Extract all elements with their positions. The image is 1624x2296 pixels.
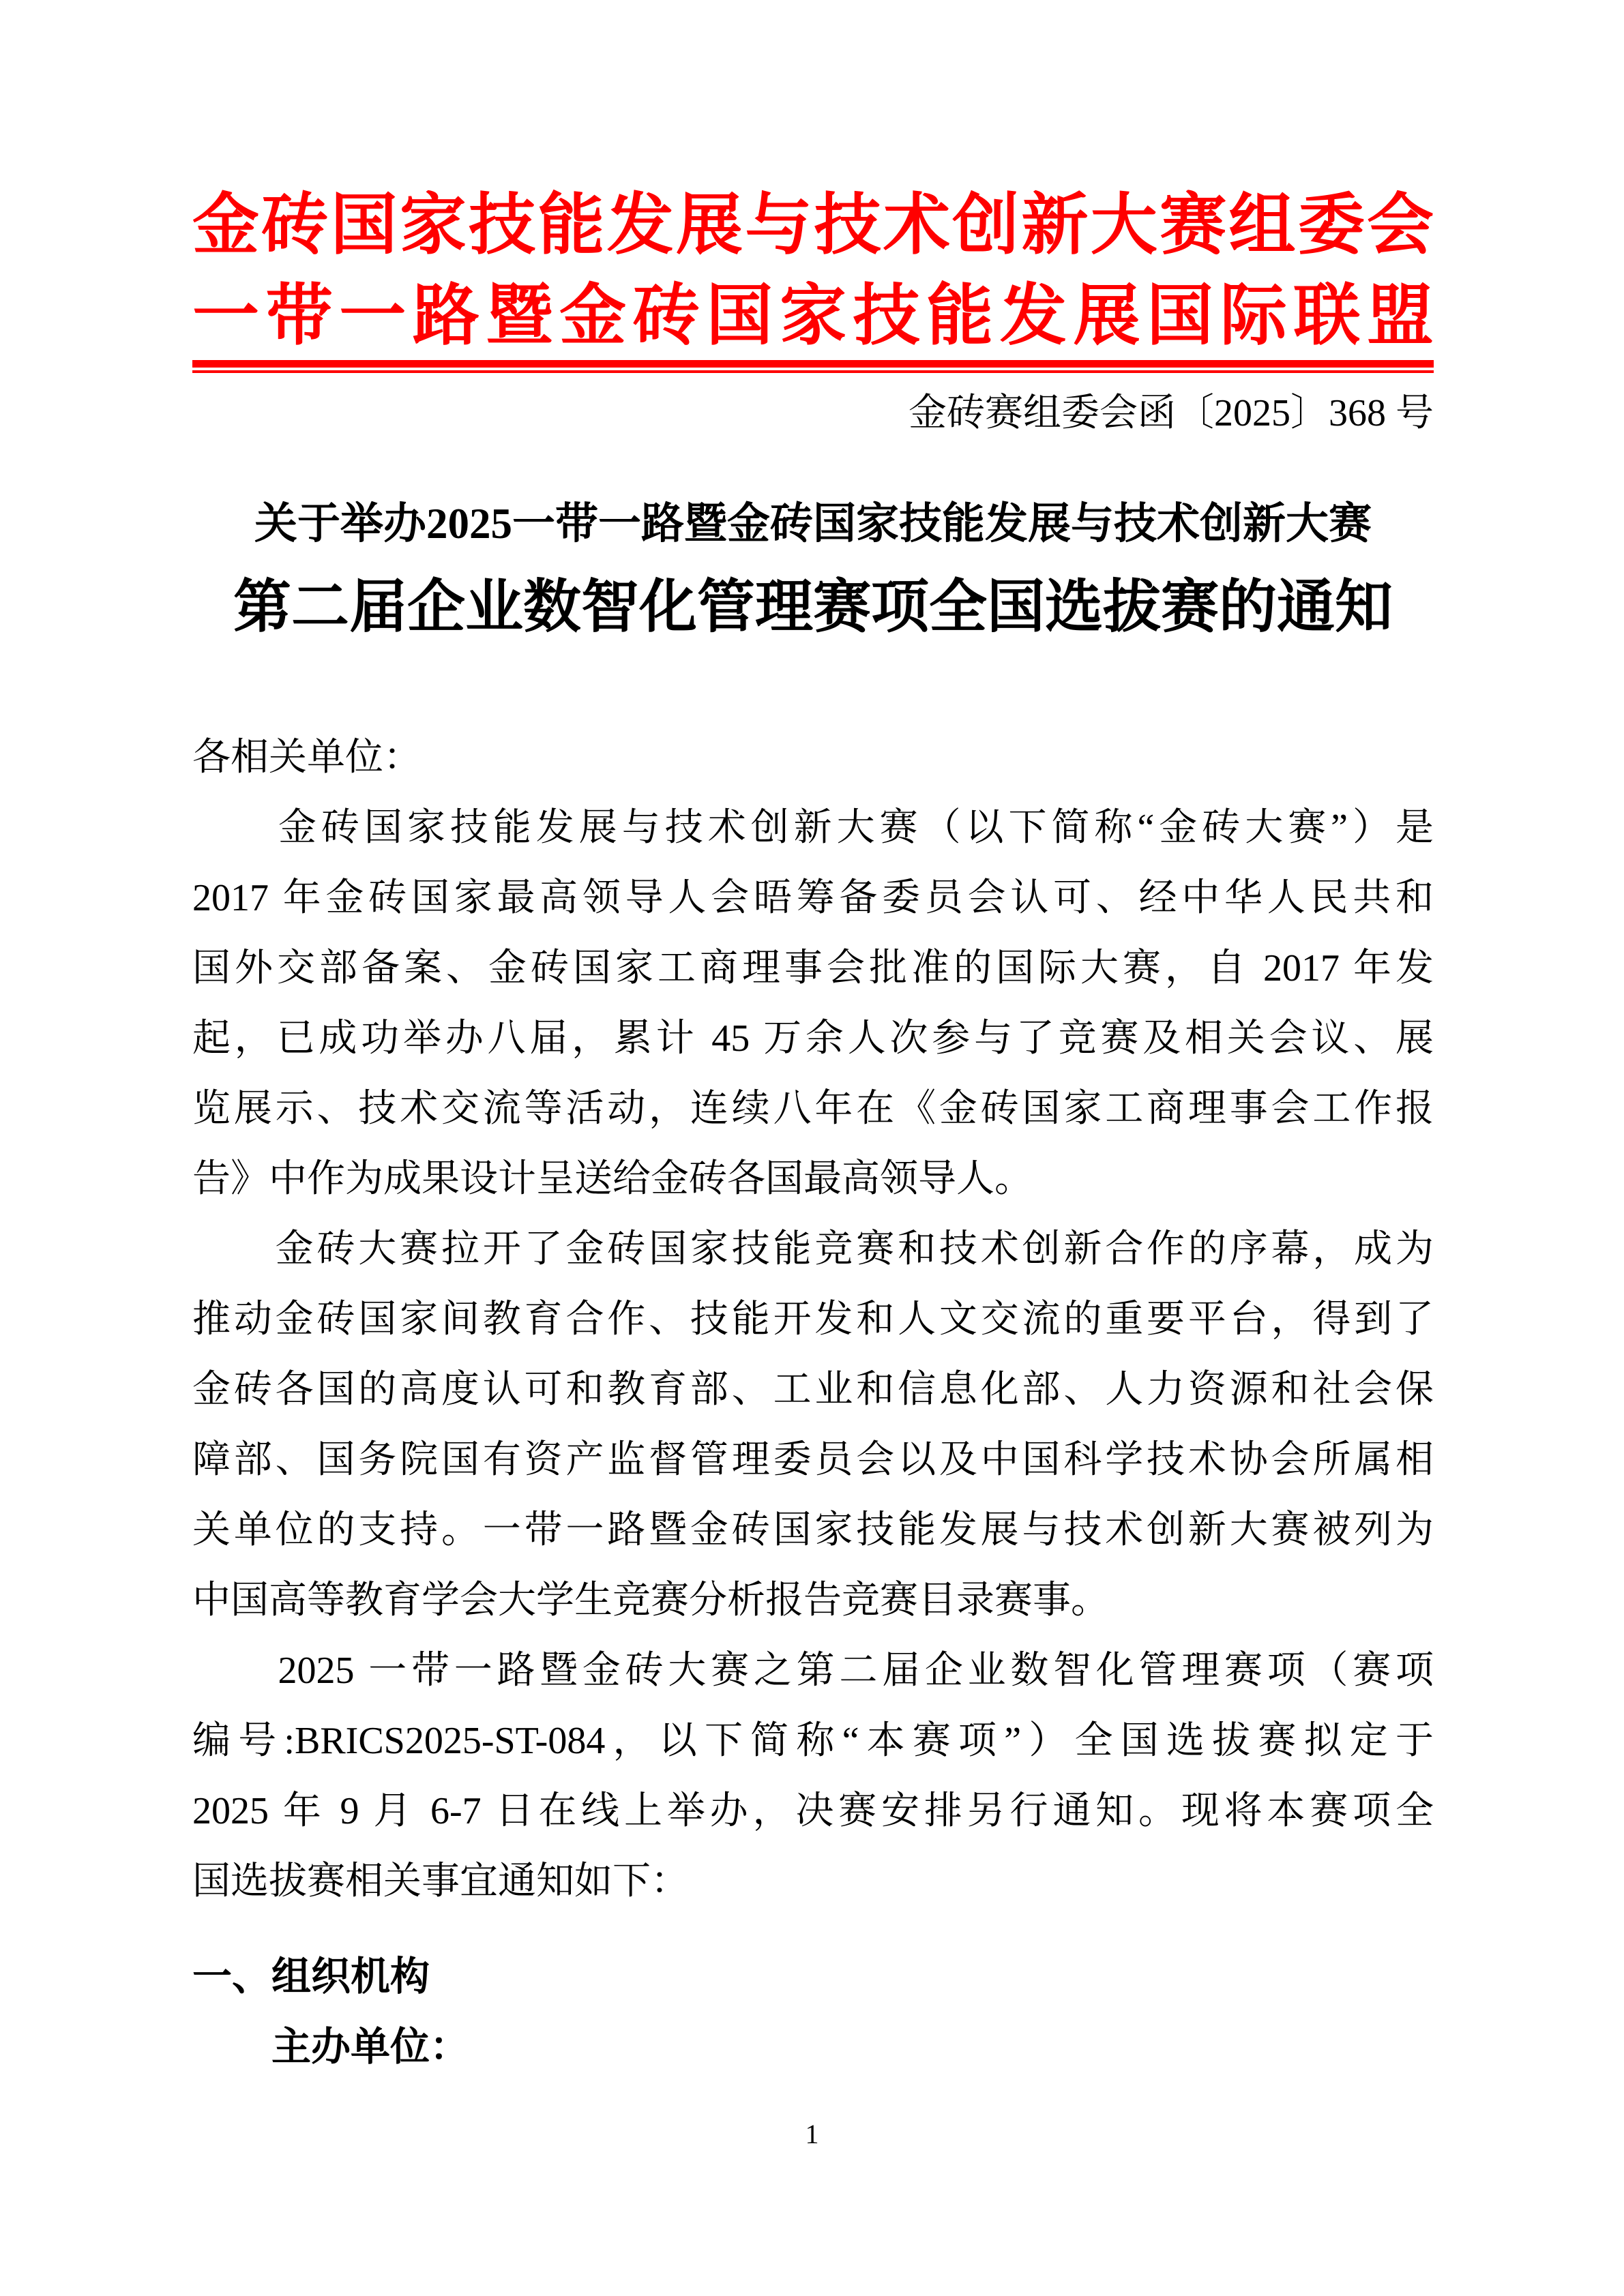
body-line: 编号:BRICS2025-ST-084，以下简称“本赛项”）全国选拔赛拟定于 bbox=[192, 1720, 1434, 1762]
body-line: 推动金砖国家间教育合作、技能开发和人文交流的重要平台，得到了 bbox=[192, 1298, 1434, 1341]
body-line: 告》中作为成果设计呈送给金砖各国最高领导人。 bbox=[192, 1158, 1033, 1200]
letterhead bbox=[192, 181, 1434, 362]
body-line: 2025 年 9 月 6-7 日在线上举办，决赛安排另行通知。现将本赛项全 bbox=[192, 1790, 1434, 1832]
body-line: 障部、国务院国有资产监督管理委员会以及中国科学技术协会所属相 bbox=[192, 1439, 1434, 1481]
letterhead-line-1: 金砖国家技能发展与技术创新大赛组委会 bbox=[192, 189, 1434, 263]
body-line: 国选拔赛相关事宜通知如下： bbox=[192, 1860, 689, 1903]
body-line: 金砖大赛拉开了金砖国家技能竞赛和技术创新合作的序幕，成为 bbox=[192, 1228, 1434, 1270]
document-number: 金砖赛组委会函〔2025〕368 号 bbox=[909, 392, 1434, 434]
body-paragraph bbox=[192, 1214, 1434, 1636]
body-line: 起，已成功举办八届，累计 45 万余人次参与了竞赛及相关会议、展 bbox=[192, 1017, 1434, 1060]
body-line: 中国高等教育学会大学生竞赛分析报告竞赛目录赛事。 bbox=[192, 1579, 1109, 1622]
section-heading: 一、组织机构 bbox=[192, 1954, 430, 1999]
body-line: 关单位的支持。一带一路暨金砖国家技能发展与技术创新大赛被列为 bbox=[192, 1509, 1434, 1551]
body-paragraph bbox=[192, 1636, 1434, 1917]
document-title-line-2: 第二届企业数智化管理赛项全国选拔赛的通知 bbox=[233, 576, 1393, 640]
sub-heading: 主办单位： bbox=[271, 2025, 470, 2069]
body-line: 金砖国家技能发展与技术创新大赛（以下简称“金砖大赛”）是 bbox=[192, 807, 1434, 849]
document-title-line-1: 关于举办2025一带一路暨金砖国家技能发展与技术创新大赛 bbox=[254, 500, 1372, 548]
letterhead-rule-thin bbox=[192, 370, 1434, 373]
body-line: 览展示、技术交流等活动，连续八年在《金砖国家工商理事会工作报 bbox=[192, 1088, 1434, 1130]
document-body bbox=[192, 723, 1434, 2082]
salutation: 各相关单位： bbox=[192, 736, 422, 779]
body-line: 2025 一带一路暨金砖大赛之第二届企业数智化管理赛项（赛项 bbox=[192, 1650, 1434, 1692]
letterhead-rule-thick bbox=[192, 360, 1434, 368]
body-paragraphs bbox=[192, 793, 1434, 1917]
letterhead-line-2: 一带一路暨金砖国家技能发展国际联盟 bbox=[192, 280, 1434, 353]
body-line: 2017 年金砖国家最高领导人会晤筹备委员会认可、经中华人民共和 bbox=[192, 877, 1434, 919]
body-line: 国外交部备案、金砖国家工商理事会批准的国际大赛，自 2017 年发 bbox=[192, 947, 1434, 989]
body-paragraph bbox=[192, 793, 1434, 1214]
page-number: 1 bbox=[805, 2119, 819, 2149]
body-line: 金砖各国的高度认可和教育部、工业和信息化部、人力资源和社会保 bbox=[192, 1369, 1434, 1411]
